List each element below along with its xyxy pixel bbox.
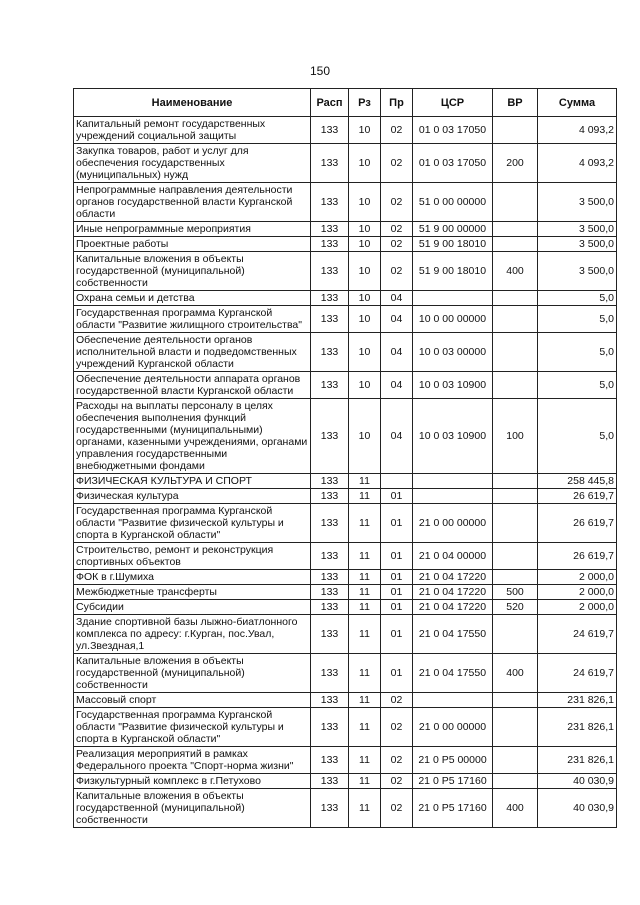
cell-vr xyxy=(493,306,538,333)
header-vr: ВР xyxy=(493,89,538,117)
cell-pr: 04 xyxy=(381,291,413,306)
cell-rz: 11 xyxy=(349,654,381,693)
cell-vr xyxy=(493,708,538,747)
cell-name: Охрана семьи и детства xyxy=(74,291,311,306)
cell-vr xyxy=(493,372,538,399)
cell-csr: 21 0 P5 00000 xyxy=(413,747,493,774)
cell-rasp: 133 xyxy=(311,117,349,144)
cell-sum: 40 030,9 xyxy=(538,774,617,789)
table-row xyxy=(74,222,617,237)
table-row xyxy=(74,585,617,600)
cell-name: Капитальные вложения в объекты государственной (муниципальной) собственности xyxy=(74,654,311,693)
cell-vr: 500 xyxy=(493,585,538,600)
cell-rasp: 133 xyxy=(311,252,349,291)
cell-rz: 10 xyxy=(349,333,381,372)
header-rz: Рз xyxy=(349,89,381,117)
cell-rasp: 133 xyxy=(311,543,349,570)
cell-pr: 02 xyxy=(381,117,413,144)
cell-sum: 2 000,0 xyxy=(538,570,617,585)
cell-rz: 10 xyxy=(349,306,381,333)
table-row xyxy=(74,708,617,747)
cell-rasp: 133 xyxy=(311,372,349,399)
table-row xyxy=(74,252,617,291)
cell-csr: 51 9 00 18010 xyxy=(413,252,493,291)
cell-csr: 10 0 00 00000 xyxy=(413,306,493,333)
cell-rasp: 133 xyxy=(311,774,349,789)
cell-rasp: 133 xyxy=(311,708,349,747)
cell-sum: 258 445,8 xyxy=(538,474,617,489)
cell-csr: 21 0 00 00000 xyxy=(413,504,493,543)
cell-rasp: 133 xyxy=(311,600,349,615)
cell-pr: 04 xyxy=(381,306,413,333)
cell-name: Непрограммные направления деятельности органов государственной власти Курганской области xyxy=(74,183,311,222)
cell-rz: 11 xyxy=(349,693,381,708)
cell-vr xyxy=(493,504,538,543)
cell-csr: 21 0 00 00000 xyxy=(413,708,493,747)
cell-rasp: 133 xyxy=(311,237,349,252)
header-sum: Сумма xyxy=(538,89,617,117)
cell-csr: 21 0 04 17550 xyxy=(413,654,493,693)
cell-pr: 01 xyxy=(381,570,413,585)
cell-vr xyxy=(493,693,538,708)
cell-vr xyxy=(493,183,538,222)
cell-name: Капитальный ремонт государственных учреждений социальной защиты xyxy=(74,117,311,144)
cell-name: Государственная программа Курганской области "Развитие физической культуры и спорта в Курганской области" xyxy=(74,708,311,747)
table-body xyxy=(74,117,617,828)
cell-pr: 01 xyxy=(381,600,413,615)
cell-csr: 21 0 04 17220 xyxy=(413,585,493,600)
cell-vr xyxy=(493,489,538,504)
table-row xyxy=(74,117,617,144)
cell-rz: 10 xyxy=(349,372,381,399)
cell-rz: 11 xyxy=(349,600,381,615)
cell-name: Строительство, ремонт и реконструкция спортивных объектов xyxy=(74,543,311,570)
cell-sum: 24 619,7 xyxy=(538,615,617,654)
cell-rz: 11 xyxy=(349,774,381,789)
table-row xyxy=(74,372,617,399)
cell-rasp: 133 xyxy=(311,570,349,585)
cell-name: ФОК в г.Шумиха xyxy=(74,570,311,585)
cell-csr: 21 0 04 17220 xyxy=(413,570,493,585)
table-row xyxy=(74,789,617,828)
cell-rasp: 133 xyxy=(311,291,349,306)
cell-pr: 02 xyxy=(381,774,413,789)
cell-sum: 26 619,7 xyxy=(538,489,617,504)
cell-sum: 40 030,9 xyxy=(538,789,617,828)
cell-sum: 5,0 xyxy=(538,291,617,306)
cell-sum: 3 500,0 xyxy=(538,252,617,291)
cell-rasp: 133 xyxy=(311,693,349,708)
table-row xyxy=(74,237,617,252)
table-row xyxy=(74,399,617,474)
cell-csr xyxy=(413,291,493,306)
cell-pr: 02 xyxy=(381,789,413,828)
cell-rasp: 133 xyxy=(311,222,349,237)
page-number: 150 xyxy=(309,64,331,78)
cell-rz: 11 xyxy=(349,789,381,828)
cell-sum: 231 826,1 xyxy=(538,693,617,708)
cell-vr: 100 xyxy=(493,399,538,474)
table-row xyxy=(74,615,617,654)
table-row xyxy=(74,600,617,615)
cell-csr: 01 0 03 17050 xyxy=(413,144,493,183)
cell-name: Капитальные вложения в объекты государственной (муниципальной) собственности xyxy=(74,252,311,291)
cell-csr: 51 9 00 18010 xyxy=(413,237,493,252)
cell-vr xyxy=(493,570,538,585)
cell-rasp: 133 xyxy=(311,399,349,474)
cell-rasp: 133 xyxy=(311,144,349,183)
cell-rasp: 133 xyxy=(311,489,349,504)
cell-vr xyxy=(493,747,538,774)
cell-rasp: 133 xyxy=(311,789,349,828)
table-row xyxy=(74,504,617,543)
cell-rasp: 133 xyxy=(311,333,349,372)
cell-sum: 26 619,7 xyxy=(538,504,617,543)
table-row xyxy=(74,693,617,708)
cell-rz: 11 xyxy=(349,570,381,585)
cell-rasp: 133 xyxy=(311,615,349,654)
cell-name: Государственная программа Курганской области "Развитие физической культуры и спорта в Курганской области" xyxy=(74,504,311,543)
cell-rasp: 133 xyxy=(311,585,349,600)
cell-rasp: 133 xyxy=(311,504,349,543)
cell-sum: 5,0 xyxy=(538,333,617,372)
cell-rasp: 133 xyxy=(311,654,349,693)
header-csr: ЦСР xyxy=(413,89,493,117)
cell-pr: 02 xyxy=(381,144,413,183)
cell-rz: 10 xyxy=(349,291,381,306)
cell-vr: 400 xyxy=(493,654,538,693)
cell-vr xyxy=(493,222,538,237)
cell-csr: 51 9 00 00000 xyxy=(413,222,493,237)
cell-rz: 11 xyxy=(349,489,381,504)
table-row xyxy=(74,543,617,570)
cell-sum: 26 619,7 xyxy=(538,543,617,570)
cell-pr: 02 xyxy=(381,708,413,747)
table-row xyxy=(74,306,617,333)
cell-pr: 04 xyxy=(381,333,413,372)
table-row xyxy=(74,570,617,585)
cell-csr: 21 0 04 17550 xyxy=(413,615,493,654)
cell-vr xyxy=(493,117,538,144)
cell-sum: 3 500,0 xyxy=(538,183,617,222)
cell-pr xyxy=(381,474,413,489)
cell-sum: 2 000,0 xyxy=(538,600,617,615)
cell-pr: 02 xyxy=(381,222,413,237)
cell-csr: 10 0 03 10900 xyxy=(413,372,493,399)
cell-rz: 10 xyxy=(349,144,381,183)
cell-pr: 02 xyxy=(381,237,413,252)
cell-rz: 11 xyxy=(349,543,381,570)
cell-vr xyxy=(493,333,538,372)
cell-csr: 21 0 P5 17160 xyxy=(413,789,493,828)
cell-name: Реализация мероприятий в рамках Федерального проекта "Спорт-норма жизни" xyxy=(74,747,311,774)
cell-name: Обеспечение деятельности органов исполнительной власти и подведомственных учреждений Курганской области xyxy=(74,333,311,372)
cell-sum: 4 093,2 xyxy=(538,144,617,183)
cell-sum: 3 500,0 xyxy=(538,222,617,237)
cell-csr: 21 0 04 17220 xyxy=(413,600,493,615)
cell-name: Обеспечение деятельности аппарата органов государственной власти Курганской области xyxy=(74,372,311,399)
cell-pr: 01 xyxy=(381,654,413,693)
cell-rz: 11 xyxy=(349,504,381,543)
cell-sum: 5,0 xyxy=(538,372,617,399)
header-rasp: Расп xyxy=(311,89,349,117)
table-row xyxy=(74,144,617,183)
table-row xyxy=(74,333,617,372)
cell-sum: 231 826,1 xyxy=(538,747,617,774)
cell-name: Проектные работы xyxy=(74,237,311,252)
cell-sum: 4 093,2 xyxy=(538,117,617,144)
cell-name: Государственная программа Курганской области "Развитие жилищного строительства" xyxy=(74,306,311,333)
table-header-row xyxy=(74,89,617,117)
table-row xyxy=(74,183,617,222)
cell-rz: 11 xyxy=(349,708,381,747)
cell-pr: 02 xyxy=(381,693,413,708)
cell-csr xyxy=(413,474,493,489)
cell-pr: 04 xyxy=(381,399,413,474)
cell-csr: 01 0 03 17050 xyxy=(413,117,493,144)
cell-rz: 10 xyxy=(349,399,381,474)
cell-pr: 02 xyxy=(381,183,413,222)
cell-rasp: 133 xyxy=(311,747,349,774)
cell-rz: 11 xyxy=(349,585,381,600)
table-row xyxy=(74,474,617,489)
cell-pr: 04 xyxy=(381,372,413,399)
cell-name: Физкультурный комплекс в г.Петухово xyxy=(74,774,311,789)
header-name: Наименование xyxy=(74,89,311,117)
table-row xyxy=(74,489,617,504)
cell-rz: 10 xyxy=(349,183,381,222)
cell-rz: 10 xyxy=(349,222,381,237)
table-row xyxy=(74,291,617,306)
cell-rz: 11 xyxy=(349,615,381,654)
cell-rz: 10 xyxy=(349,117,381,144)
cell-sum: 24 619,7 xyxy=(538,654,617,693)
cell-pr: 01 xyxy=(381,615,413,654)
cell-vr xyxy=(493,237,538,252)
cell-name: Массовый спорт xyxy=(74,693,311,708)
cell-csr: 10 0 03 00000 xyxy=(413,333,493,372)
cell-csr xyxy=(413,693,493,708)
cell-sum: 231 826,1 xyxy=(538,708,617,747)
header-pr: Пр xyxy=(381,89,413,117)
cell-rz: 11 xyxy=(349,474,381,489)
cell-csr: 21 0 04 00000 xyxy=(413,543,493,570)
table-row xyxy=(74,747,617,774)
cell-vr xyxy=(493,474,538,489)
cell-rasp: 133 xyxy=(311,306,349,333)
table-row xyxy=(74,774,617,789)
cell-csr: 51 0 00 00000 xyxy=(413,183,493,222)
cell-rasp: 133 xyxy=(311,474,349,489)
cell-rz: 10 xyxy=(349,237,381,252)
cell-name: Физическая культура xyxy=(74,489,311,504)
cell-vr xyxy=(493,291,538,306)
cell-sum: 5,0 xyxy=(538,306,617,333)
cell-sum: 3 500,0 xyxy=(538,237,617,252)
cell-pr: 01 xyxy=(381,489,413,504)
table-row xyxy=(74,654,617,693)
cell-name: ФИЗИЧЕСКАЯ КУЛЬТУРА И СПОРТ xyxy=(74,474,311,489)
cell-rz: 10 xyxy=(349,252,381,291)
budget-table xyxy=(73,88,617,828)
cell-name: Здание спортивной базы лыжно-биатлонного комплекса по адресу: г.Курган, пос.Увал, ул.Звездная,1 xyxy=(74,615,311,654)
cell-vr: 200 xyxy=(493,144,538,183)
cell-csr: 21 0 P5 17160 xyxy=(413,774,493,789)
cell-pr: 01 xyxy=(381,504,413,543)
cell-vr xyxy=(493,543,538,570)
cell-pr: 01 xyxy=(381,585,413,600)
cell-name: Иные непрограммные мероприятия xyxy=(74,222,311,237)
cell-vr xyxy=(493,615,538,654)
cell-name: Закупка товаров, работ и услуг для обеспечения государственных (муниципальных) нужд xyxy=(74,144,311,183)
cell-vr xyxy=(493,774,538,789)
cell-sum: 2 000,0 xyxy=(538,585,617,600)
cell-csr: 10 0 03 10900 xyxy=(413,399,493,474)
cell-pr: 02 xyxy=(381,747,413,774)
cell-name: Межбюджетные трансферты xyxy=(74,585,311,600)
cell-pr: 02 xyxy=(381,252,413,291)
cell-name: Расходы на выплаты персоналу в целях обеспечения выполнения функций государственными (муниципальными) органами, казенными учреждениями, органами управления государственными внебюджетными фондами xyxy=(74,399,311,474)
cell-csr xyxy=(413,489,493,504)
cell-sum: 5,0 xyxy=(538,399,617,474)
cell-vr: 400 xyxy=(493,789,538,828)
cell-rasp: 133 xyxy=(311,183,349,222)
cell-vr: 520 xyxy=(493,600,538,615)
cell-name: Капитальные вложения в объекты государственной (муниципальной) собственности xyxy=(74,789,311,828)
cell-rz: 11 xyxy=(349,747,381,774)
cell-name: Субсидии xyxy=(74,600,311,615)
cell-vr: 400 xyxy=(493,252,538,291)
cell-pr: 01 xyxy=(381,543,413,570)
